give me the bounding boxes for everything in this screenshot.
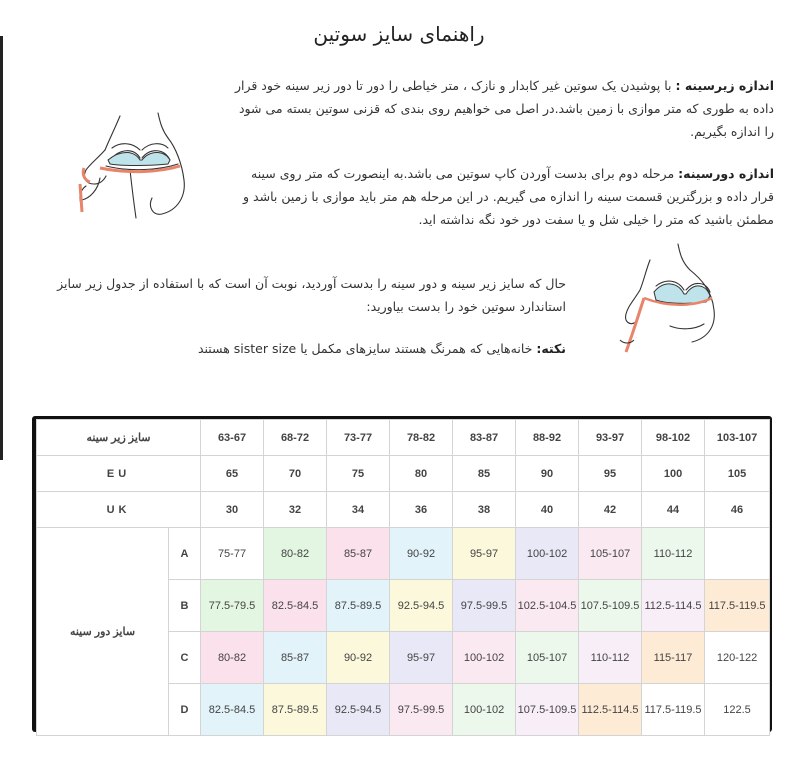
bra-size-table xyxy=(36,419,770,736)
bust-size-cell: 92.5-94.5 xyxy=(327,684,390,736)
bust-size-cell: 82.5-84.5 xyxy=(201,684,264,736)
bust-size-cell: 110-112 xyxy=(642,528,705,580)
bust-size-cell: 80-82 xyxy=(201,632,264,684)
bust-size-cell: 117.5-119.5 xyxy=(705,580,770,632)
bust-size-cell: 100-102 xyxy=(453,632,516,684)
uk-size-cell: 42 xyxy=(579,492,642,528)
eu-size-cell: 90 xyxy=(516,456,579,492)
note-label: نکته: xyxy=(536,341,566,356)
underbust-size-cell: 98-102 xyxy=(642,420,705,456)
left-edge-bar xyxy=(0,36,3,460)
uk-row xyxy=(37,492,770,528)
underbust-row xyxy=(37,420,770,456)
underbust-size-cell: 88-92 xyxy=(516,420,579,456)
eu-size-cell: 105 xyxy=(705,456,770,492)
bust-size-cell: 80-82 xyxy=(264,528,327,580)
uk-size-cell: 30 xyxy=(201,492,264,528)
underbust-size-cell: 63-67 xyxy=(201,420,264,456)
underbust-label-cell: سایز زیر سینه xyxy=(37,420,201,456)
bust-size-cell: 97.5-99.5 xyxy=(453,580,516,632)
bust-size-cell: 100-102 xyxy=(453,684,516,736)
underbust-paragraph xyxy=(228,74,774,143)
bust-size-cell: 87.5-89.5 xyxy=(327,580,390,632)
underbust-size-cell: 103-107 xyxy=(705,420,770,456)
bust-paragraph xyxy=(228,162,774,231)
bust-size-cell: 85-87 xyxy=(327,528,390,580)
instruction-text: حال که سایز زیر سینه و دور سینه را بدست آوردید، نوبت آن است که با استفاده از جدول زیر سایز استاندارد سوتین خود را بدست بیاورید: xyxy=(57,276,566,314)
cup-row-a xyxy=(37,528,770,580)
bust-label: اندازه دورسینه: xyxy=(678,166,774,181)
bust-text: مرحله دوم برای بدست آوردن کاپ سوتین می باشد.به اینصورت که متر روی سینه قرار داده و بزرگترین قسمت سینه را اندازه می گیریم. در این مرحله هم متر باید موازی با زمین باشد و مطمئن باشید که متر را خیلی شل و یا سفت دور خود نگه نداشته اید. xyxy=(243,166,774,227)
bust-size-cell: 90-92 xyxy=(390,528,453,580)
uk-size-cell: 44 xyxy=(642,492,705,528)
uk-size-cell: 40 xyxy=(516,492,579,528)
uk-size-cell: 34 xyxy=(327,492,390,528)
eu-size-cell: 85 xyxy=(453,456,516,492)
instruction-paragraph xyxy=(28,272,566,318)
bust-size-cell: 105-107 xyxy=(516,632,579,684)
bust-size-cell: 95-97 xyxy=(390,632,453,684)
eu-size-cell: 75 xyxy=(327,456,390,492)
bust-size-cell: 115-117 xyxy=(642,632,705,684)
eu-size-cell: 95 xyxy=(579,456,642,492)
size-table-frame xyxy=(32,416,772,732)
underbust-size-cell: 78-82 xyxy=(390,420,453,456)
bust-size-cell: 105-107 xyxy=(579,528,642,580)
bust-size-cell: 122.5 xyxy=(705,684,770,736)
uk-size-cell: 38 xyxy=(453,492,516,528)
eu-size-cell: 100 xyxy=(642,456,705,492)
bust-size-cell: 112.5-114.5 xyxy=(642,580,705,632)
bust-measuring-illustration xyxy=(600,240,735,365)
bust-size-cell: 92.5-94.5 xyxy=(390,580,453,632)
cup-label-cell: D xyxy=(169,684,201,736)
eu-size-cell: 80 xyxy=(390,456,453,492)
underbust-size-cell: 73-77 xyxy=(327,420,390,456)
underbust-size-cell: 68-72 xyxy=(264,420,327,456)
bust-size-cell: 112.5-114.5 xyxy=(579,684,642,736)
eu-size-cell: 70 xyxy=(264,456,327,492)
uk-size-cell: 46 xyxy=(705,492,770,528)
bust-size-cell: 107.5-109.5 xyxy=(516,684,579,736)
bust-size-cell: 87.5-89.5 xyxy=(264,684,327,736)
underbust-size-cell: 83-87 xyxy=(453,420,516,456)
page-title: راهنمای سایز سوتین xyxy=(313,22,485,46)
eu-label-cell: EU xyxy=(37,456,201,492)
cup-label-cell: A xyxy=(169,528,201,580)
cup-label-cell: C xyxy=(169,632,201,684)
cup-label-cell: B xyxy=(169,580,201,632)
bust-label-cell: سایز دور سینه xyxy=(37,528,169,736)
uk-label-cell: UK xyxy=(37,492,201,528)
bust-size-cell: 102.5-104.5 xyxy=(516,580,579,632)
bust-size-cell: 110-112 xyxy=(579,632,642,684)
note-text: خانه‌هایی که همرنگ هستند سایزهای مکمل یا sister size هستند xyxy=(197,341,537,356)
bust-size-cell: 120-122 xyxy=(705,632,770,684)
bust-size-cell: 82.5-84.5 xyxy=(264,580,327,632)
eu-size-cell: 65 xyxy=(201,456,264,492)
bust-size-cell: 90-92 xyxy=(327,632,390,684)
uk-size-cell: 32 xyxy=(264,492,327,528)
bust-size-cell: 75-77 xyxy=(201,528,264,580)
underbust-text: با پوشیدن یک سوتین غیر کابدار و نازک ، متر خیاطی را دور تا دور زیر سینه خود قرار داده به طوری که متر موازی با زمین باشد.در اصل می خواهیم روی بندی که قزنی سوتین بسته می شود را اندازه بگیریم. xyxy=(234,78,774,139)
bust-size-cell: 107.5-109.5 xyxy=(579,580,642,632)
underbust-label: اندازه زیرسینه : xyxy=(675,78,774,93)
bust-size-cell: 95-97 xyxy=(453,528,516,580)
uk-size-cell: 36 xyxy=(390,492,453,528)
underbust-measuring-illustration xyxy=(60,108,210,228)
bust-size-cell: 77.5-79.5 xyxy=(201,580,264,632)
bust-size-cell: 100-102 xyxy=(516,528,579,580)
eu-row xyxy=(37,456,770,492)
bust-size-cell xyxy=(705,528,770,580)
bust-size-cell: 117.5-119.5 xyxy=(642,684,705,736)
bust-size-cell: 97.5-99.5 xyxy=(390,684,453,736)
bust-size-cell: 85-87 xyxy=(264,632,327,684)
note-paragraph xyxy=(28,337,566,360)
underbust-size-cell: 93-97 xyxy=(579,420,642,456)
